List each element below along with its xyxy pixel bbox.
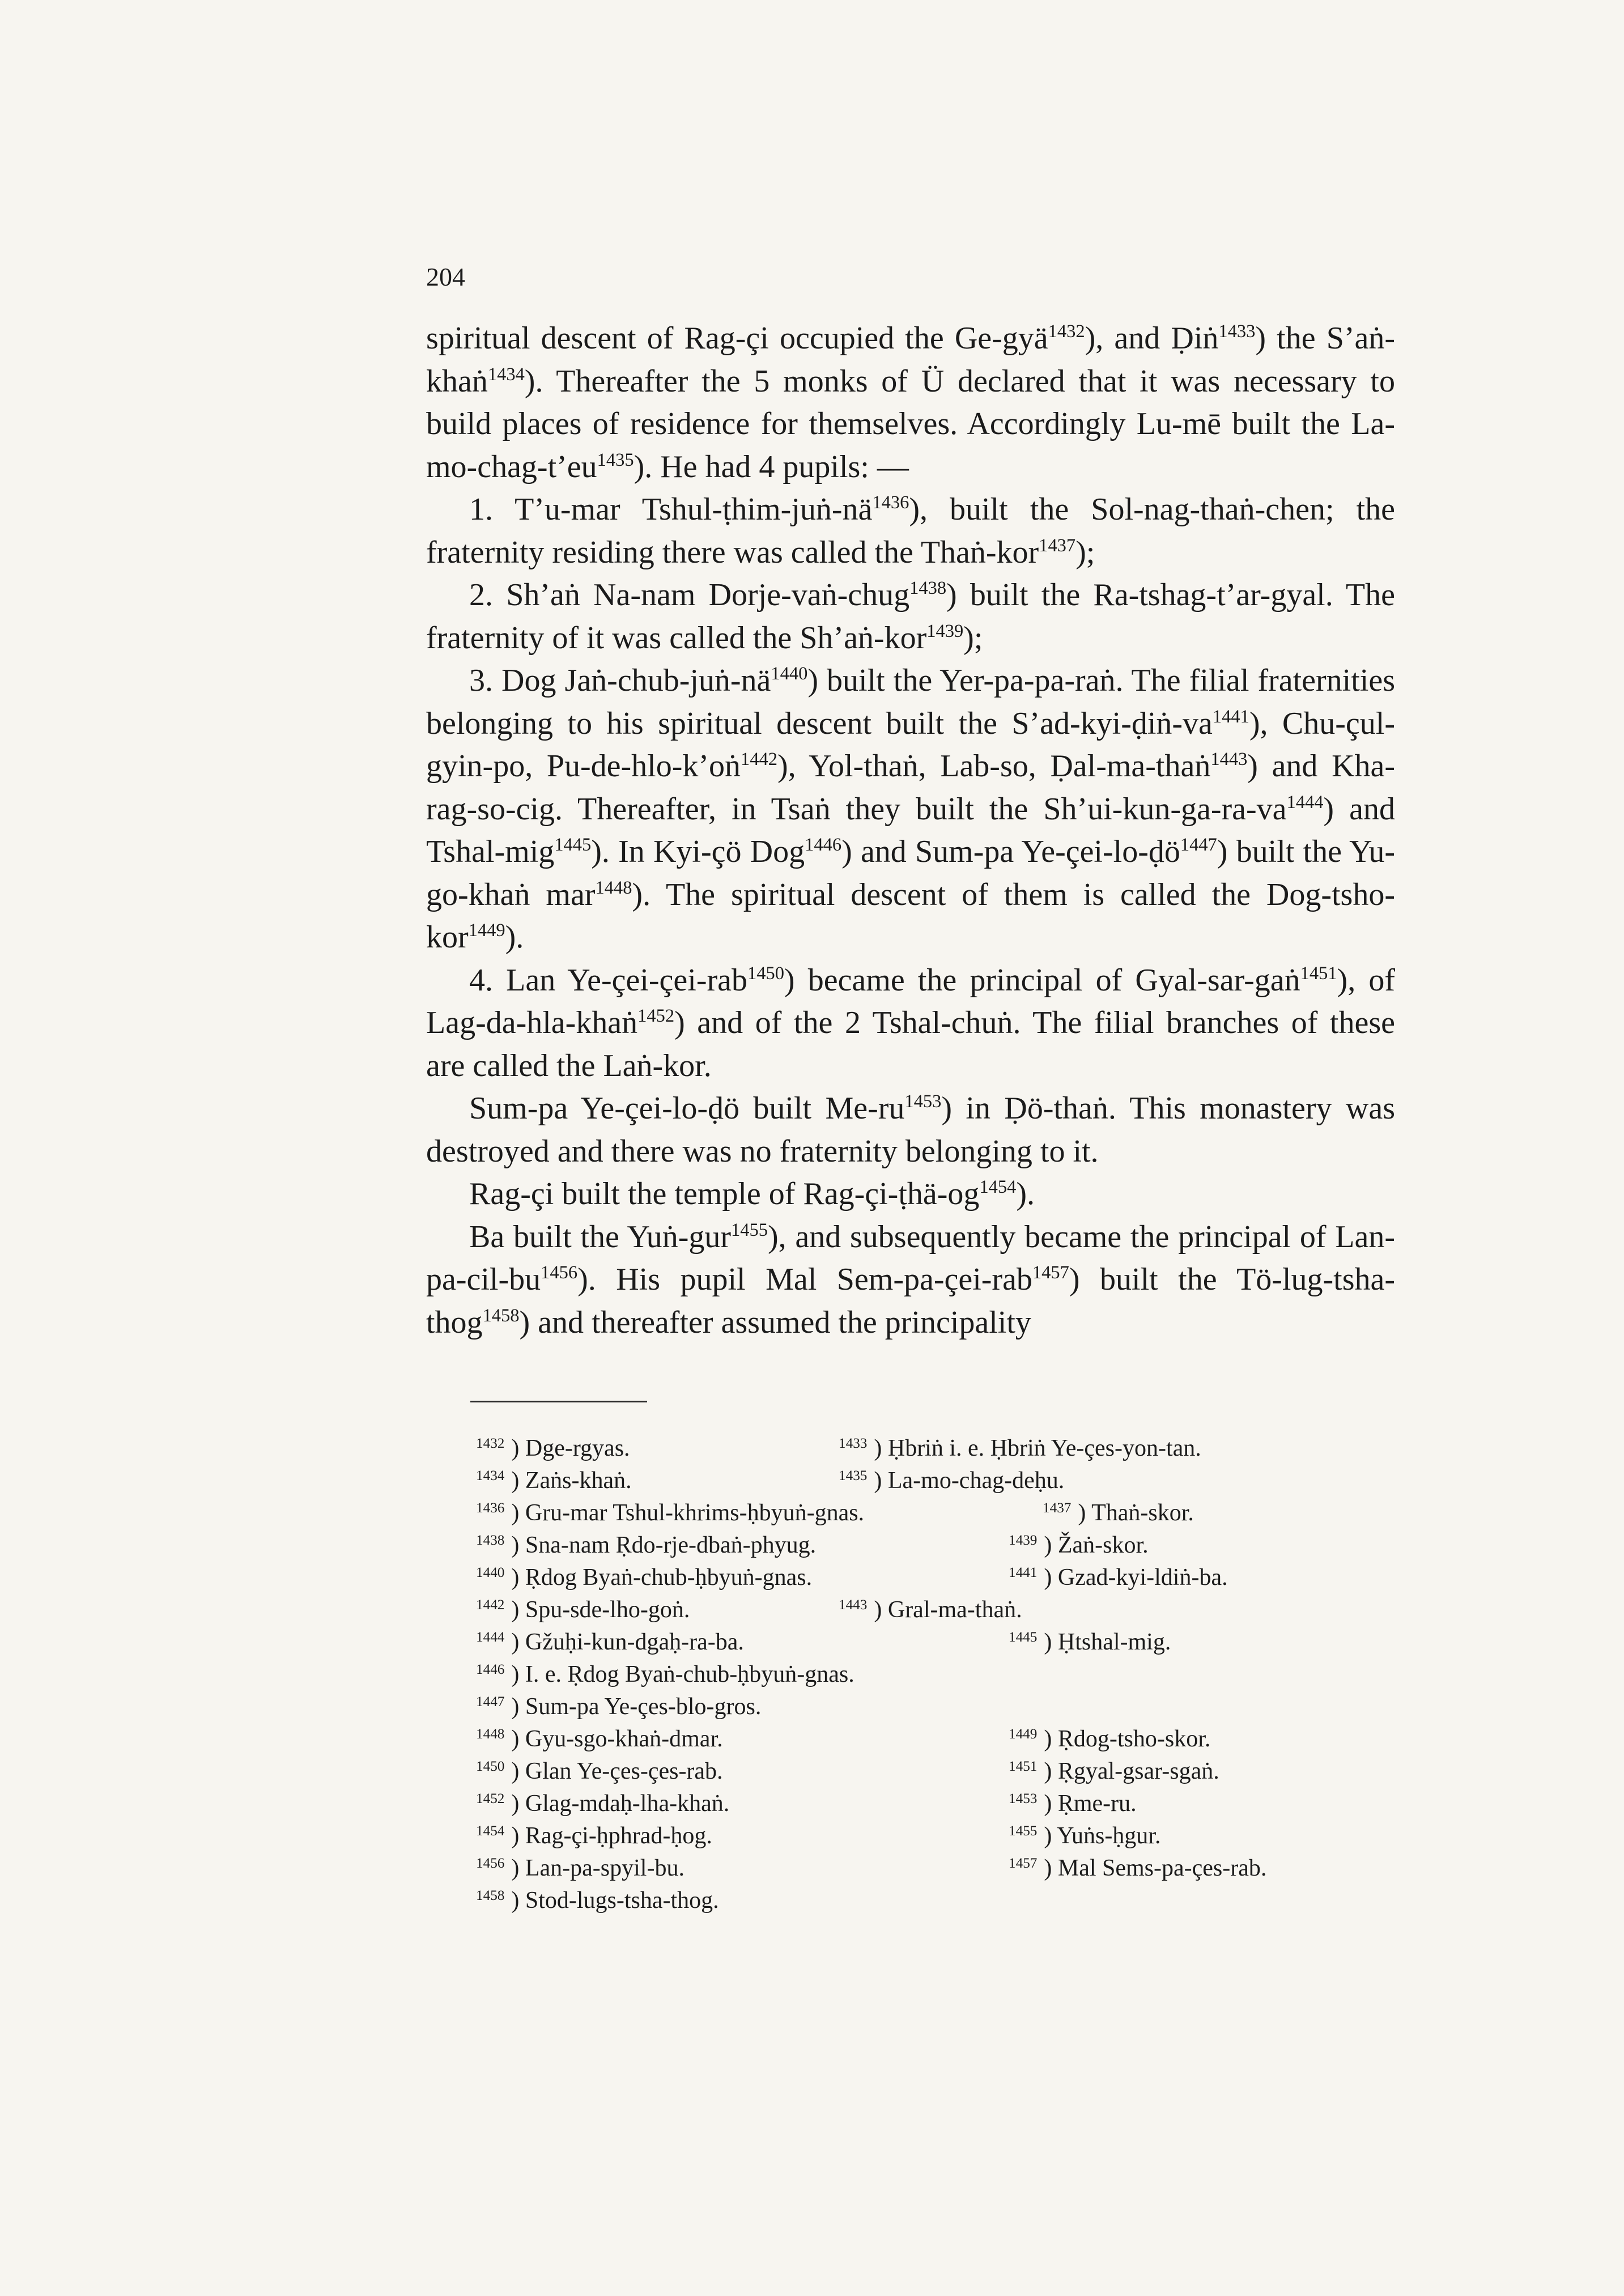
- footnote-marker: 1452: [637, 1005, 675, 1026]
- footnote-marker: 1455: [731, 1219, 768, 1240]
- footnotes: [476, 1432, 1439, 1917]
- footnote-marker: 1441: [1212, 706, 1249, 727]
- paragraph: Rag-çi built the temple of Rag-$çi-ṭhä-og^{1454}$).: [469, 1176, 1035, 1211]
- footnote: $^{1435}$ ) La-mo-chag-deḥu.: [839, 1468, 1065, 1494]
- footnote: $^{1444}$ ) Gžuḥi-kun-dgaḥ-ra-ba.: [476, 1629, 744, 1655]
- footnote-marker: 1448: [595, 877, 632, 898]
- footnote: $^{1454}$ ) Rag-çi-ḥphrad-ḥog.: [476, 1823, 712, 1849]
- paragraph: 2. Sh’aṅ Na-nam Dorje-vaṅ-chug$^{1438}$) built the Ra-tshag-t’ar-gyal. The fraternity of it was called the Sh’aṅ-kor$^{1439}$);: [426, 577, 1395, 656]
- paragraph: Ba built the Yuṅ-gur$^{1455}$), and subsequently became the principal of Lan-$pa-cil-bu^{1456}$). His pupil Mal Sem-pa-çei-rab$^{1457}$) built the Tö-lug-tsha-thog$^{1458}$) and thereafter assumed the principality: [426, 1219, 1395, 1340]
- footnote: $^{1436}$ ) Gru-mar Tshul-khrims-ḥbyuṅ-gnas.: [476, 1500, 865, 1526]
- footnote: $^{1455}$ ) Yuṅs-ḥgur.: [1009, 1823, 1161, 1849]
- footnote-marker: 1439: [926, 620, 964, 641]
- footnote-marker: 1443: [1210, 749, 1248, 769]
- footnote: $^{1432}$ ) Dge-rgyas.: [476, 1435, 630, 1461]
- body-text: [426, 317, 1395, 1344]
- footnote: $^{1449}$ ) Ṛdog-tsho-skor.: [1009, 1726, 1211, 1752]
- footnote: $^{1452}$ ) Glag-mdaḥ-lha-khaṅ.: [476, 1791, 730, 1817]
- footnote-marker: 1438: [909, 577, 947, 598]
- footnote-marker: 1453: [904, 1091, 942, 1112]
- footnote-marker: 1432: [1048, 321, 1085, 342]
- footnote: $^{1447}$ ) Sum-pa Ye-çes-blo-gros.: [476, 1694, 762, 1720]
- footnote-marker: 1435: [597, 449, 634, 470]
- footnote-marker: 1442: [741, 749, 777, 769]
- footnote-marker: 1437: [1039, 535, 1076, 556]
- footnote-marker: 1440: [771, 663, 808, 684]
- footnote: $^{1437}$ ) Thaṅ-skor.: [1043, 1500, 1194, 1526]
- footnote-marker: 1454: [979, 1176, 1017, 1197]
- footnote: $^{1433}$ ) Ḥbriṅ i. e. Ḥbriṅ Ye-çes-yon-tan.: [839, 1435, 1201, 1461]
- footnote-marker: 1456: [541, 1262, 578, 1283]
- paragraph: Sum-pa Ye-çei-lo-ḍö built $Me-ru^{1453}$) in Ḍö-thaṅ. This monastery was destroyed and there was no fraternity belonging to it.: [426, 1091, 1395, 1169]
- footnote-marker: 1457: [1032, 1262, 1069, 1283]
- paragraph: 3. Dog Jaṅ-$chub-juṅ-nä^{1440}$) built the Yer-pa-pa-raṅ. The filial fraternities belonging to his spiritual descent built the $S’ad-kyi-ḍiṅ-va^{1441}$), Chu-çul-gyin-po, Pu-de-hlo-k’oṅ$^{1442}$), Yol-thaṅ, Lab-so, Ḍal-ma-thaṅ$^{1443}$) and Kha-rag-so-cig. Thereafter, in Tsaṅ they built the $Sh’ui-kun-ga-ra-va^{1444}$) and Tshal-mig$^{1445}$). In Kyi-çö Dog$^{1446}$) and Sum-pa Ye-çei-lo-ḍö$^{1447}$) built the Yu-go-khaṅ mar$^{1448}$). The spiritual descent of them is called the Dog-tsho-kor$^{1449}$).: [426, 663, 1396, 955]
- footnote: $^{1441}$ ) Gzad-kyi-ldiṅ-ba.: [1009, 1564, 1228, 1591]
- footnote-marker: 1450: [747, 963, 784, 984]
- footnote: $^{1451}$ ) Ṛgyal-gsar-sgaṅ.: [1009, 1758, 1219, 1784]
- footnote-marker: 1447: [1180, 834, 1217, 855]
- footnote: $^{1439}$ ) Žaṅ-skor.: [1009, 1532, 1149, 1558]
- footnote-marker: 1445: [554, 834, 592, 855]
- footnote-marker: 1444: [1286, 792, 1324, 813]
- footnote: $^{1446}$ ) I. e. Ṛdog Byaṅ-chub-ḥbyuṅ-gnas.: [476, 1661, 854, 1687]
- page-number: 204: [426, 262, 465, 291]
- footnote: $^{1438}$ ) Sna-nam Ṛdo-rje-dbaṅ-phyug.: [476, 1532, 817, 1558]
- footnote-marker: 1433: [1218, 321, 1256, 342]
- footnote: $^{1434}$ ) Zaṅs-khaṅ.: [476, 1468, 632, 1494]
- footnote: $^{1458}$ ) Stod-lugs-tsha-thog.: [476, 1887, 719, 1914]
- footnote: $^{1440}$ ) Ṛdog Byaṅ-chub-ḥbyuṅ-gnas.: [476, 1564, 813, 1591]
- paragraph: 1. T’u-mar Tshul-$ṭhim-juṅ-nä^{1436}$), built the Sol-nag-thaṅ-chen; the fraternity residing there was called the Thaṅ-kor$^{1437}$);: [426, 492, 1395, 570]
- footnote: $^{1443}$ ) Gral-ma-thaṅ.: [839, 1597, 1022, 1623]
- footnote: $^{1450}$ ) Glan Ye-çes-çes-rab.: [476, 1758, 723, 1784]
- paragraph: 4. Lan Ye-çei-çei-rab$^{1450}$) became the principal of Gyal-sar-gaṅ$^{1451}$), of Lag-da-hla-khaṅ$^{1452}$) and of the 2 Tshal-chuṅ. The filial branches of these are called the Laṅ-kor.: [426, 962, 1395, 1083]
- footnote: $^{1457}$ ) Mal Sems-pa-çes-rab.: [1009, 1855, 1267, 1881]
- footnote-marker: 1451: [1300, 963, 1337, 984]
- footnote: $^{1453}$ ) Ṛme-ru.: [1009, 1791, 1137, 1817]
- footnote-marker: 1446: [805, 834, 842, 855]
- footnote: $^{1445}$ ) Ḥtshal-mig.: [1009, 1629, 1171, 1655]
- footnote-divider: [470, 1401, 647, 1402]
- footnote: $^{1456}$ ) Lan-pa-spyil-bu.: [476, 1855, 685, 1881]
- footnote: $^{1442}$ ) Spu-sde-lho-goṅ.: [476, 1597, 690, 1623]
- footnote-marker: 1436: [872, 492, 909, 513]
- footnote-marker: 1458: [482, 1305, 520, 1326]
- footnote-marker: 1434: [487, 364, 525, 385]
- footnote: $^{1448}$ ) Gyu-sgo-khaṅ-dmar.: [476, 1726, 723, 1752]
- paragraph: spiritual descent of Rag-çi occupied the Ge-gyä$^{1432}$), and Ḍiṅ$^{1433}$) the S’aṅ-khaṅ$^{1434}$). Thereafter the 5 monks of Ü declared that it was necessary to build places of residence for themselves. Accordingly Lu-mē built the $La-mo-chag-t’eu^{1435}$). He had 4 pupils: —: [426, 321, 1395, 484]
- footnote-marker: 1449: [468, 920, 505, 941]
